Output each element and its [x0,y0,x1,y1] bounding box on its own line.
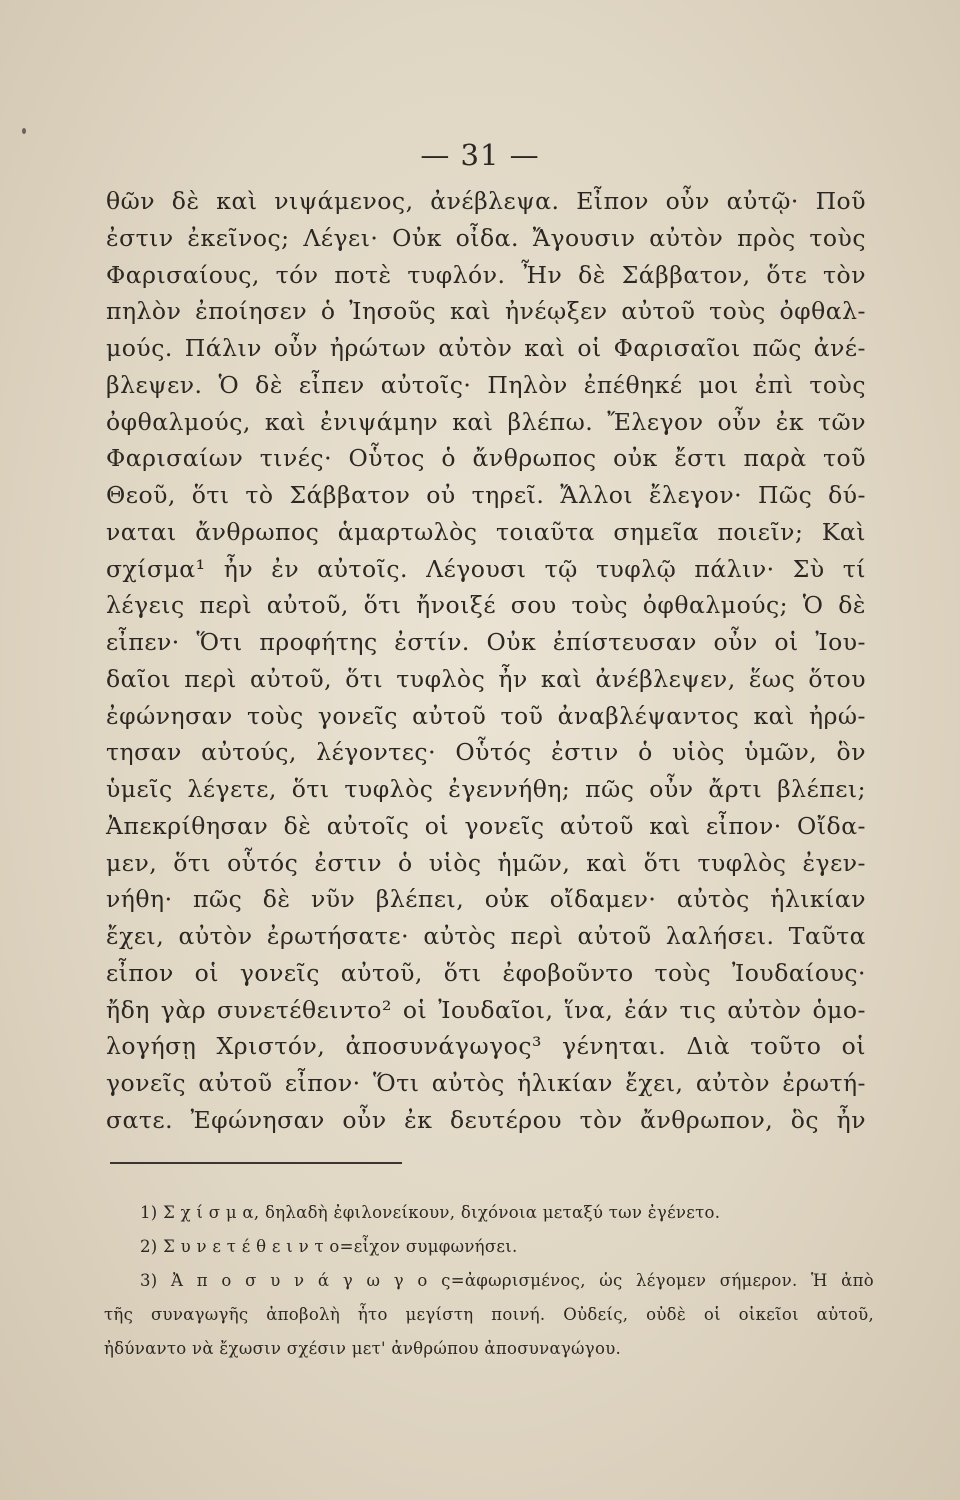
text-line: ὑμεῖς λέγετε, ὅτι τυφλὸς ἐγεννήθη; πῶς οὖν ἄρτι βλέπει; [106,775,866,803]
text-line: πηλὸν ἐποίησεν ὁ Ἰησοῦς καὶ ἠνέῳξεν αὐτοῦ τοὺς ὀφθαλ- [106,297,866,326]
text-line: δαῖοι περὶ αὐτοῦ, ὅτι τυφλὸς ἦν καὶ ἀνέβλεψεν, ἕως ὅτου [106,664,866,693]
text-line: ὀφθαλμούς, καὶ ἐνιψάμην καὶ βλέπω. Ἔλεγον οὖν ἐκ τῶν [106,407,866,436]
text-line: σατε. Ἐφώνησαν οὖν ἐκ δευτέρου τὸν ἄνθρωπον, ὃς ἦν [106,1105,866,1134]
text-line: Θεοῦ, ὅτι τὸ Σάββατον οὐ τηρεῖ. Ἄλλοι ἔλεγον· Πῶς δύ- [106,481,866,509]
main-text [106,183,866,1139]
text-line: ἔχει, αὐτὸν ἐρωτήσατε· αὐτὸς περὶ αὐτοῦ λαλήσει. Ταῦτα [106,922,866,950]
text-line: νήθη· πῶς δὲ νῦν βλέπει, οὐκ οἴδαμεν· αὐτὸς ἡλικίαν [106,885,866,914]
text-line: βλεψεν. Ὁ δὲ εἶπεν αὐτοῖς· Πηλὸν ἐπέθηκέ μοι ἐπὶ τοὺς [106,370,866,399]
footnote-3-line-2: τῆς συναγωγῆς ἀποβολὴ ἦτο μεγίστη ποινή. Οὐδείς, οὐδὲ οἱ οἰκεῖοι αὐτοῦ, [104,1305,874,1324]
text-line: μούς. Πάλιν οὖν ἠρώτων αὐτὸν καὶ οἱ Φαρισαῖοι πῶς ἀνέ- [106,334,866,362]
footnote-2: 2) Σ υ ν ε τ έ θ ε ι ν τ ο=εἶχον συμφωνήσει. [140,1237,518,1256]
text-line: Φαρισαίων τινές· Οὗτος ὁ ἄνθρωπος οὐκ ἔστι παρὰ τοῦ [106,444,866,473]
text-line: ναται ἄνθρωπος ἁμαρτωλὸς τοιαῦτα σημεῖα ποιεῖν; Καὶ [106,517,866,546]
text-line: μεν, ὅτι οὗτός ἐστιν ὁ υἱὸς ἡμῶν, καὶ ὅτι τυφλὸς ἐγεν- [106,848,866,877]
text-line: ἐστιν ἐκεῖνος; Λέγει· Οὐκ οἶδα. Ἄγουσιν αὐτὸν πρὸς τοὺς [106,223,866,252]
text-line: Ἀπεκρίθησαν δὲ αὐτοῖς οἱ γονεῖς αὐτοῦ καὶ εἶπον· Οἴδα- [106,811,866,840]
footnote-3-line-3: ἠδύναντο νὰ ἔχωσιν σχέσιν μετ' ἀνθρώπου ἀποσυναγώγου. [104,1339,622,1358]
margin-ink-spot [22,128,26,134]
text-line: σχίσμα¹ ἦν ἐν αὐτοῖς. Λέγουσι τῷ τυφλῷ πάλιν· Σὺ τί [106,554,866,583]
text-line: ἤδη γὰρ συνετέθειντο² οἱ Ἰουδαῖοι, ἵνα, ἐάν τις αὐτὸν ὁμο- [106,995,866,1024]
text-line: ἐφώνησαν τοὺς γονεῖς αὐτοῦ τοῦ ἀναβλέψαντος καὶ ἠρώ- [106,701,866,730]
footnote-1: 1) Σ χ ί σ μ α, δηλαδὴ ἐφιλονείκουν, διχόνοια μεταξύ των ἐγένετο. [140,1203,721,1222]
text-line: γονεῖς αὐτοῦ εἶπον· Ὅτι αὐτὸς ἡλικίαν ἔχει, αὐτὸν ἐρωτή- [106,1069,866,1097]
footnotes [104,1196,874,1366]
text-line: εἶπον οἱ γονεῖς αὐτοῦ, ὅτι ἐφοβοῦντο τοὺς Ἰουδαίους· [106,958,866,987]
page-number: — 31 — [420,138,540,172]
text-line: λογήσῃ Χριστόν, ἀποσυνάγωγος³ γένηται. Διὰ τοῦτο οἱ [106,1032,866,1061]
text-line: εἶπεν· Ὅτι προφήτης ἐστίν. Οὐκ ἐπίστευσαν οὖν οἱ Ἰου- [106,628,866,656]
text-line: τησαν αὐτούς, λέγοντες· Οὗτός ἐστιν ὁ υἱὸς ὑμῶν, ὃν [106,738,866,767]
footnote-separator [110,1162,402,1164]
text-line: θῶν δὲ καὶ νιψάμενος, ἀνέβλεψα. Εἶπον οὖν αὐτῷ· Ποῦ [106,187,866,215]
text-line: Φαρισαίους, τόν ποτὲ τυφλόν. Ἦν δὲ Σάββατον, ὅτε τὸν [106,260,866,289]
footnote-3-line-1: 3) Ἀ π ο σ υ ν ά γ ω γ ο ς=ἀφωρισμένος, ὡς λέγομεν σήμερον. Ἡ ἀπὸ [140,1271,874,1290]
text-line: λέγεις περὶ αὐτοῦ, ὅτι ἤνοιξέ σου τοὺς ὀφθαλμούς; Ὁ δὲ [106,591,866,620]
